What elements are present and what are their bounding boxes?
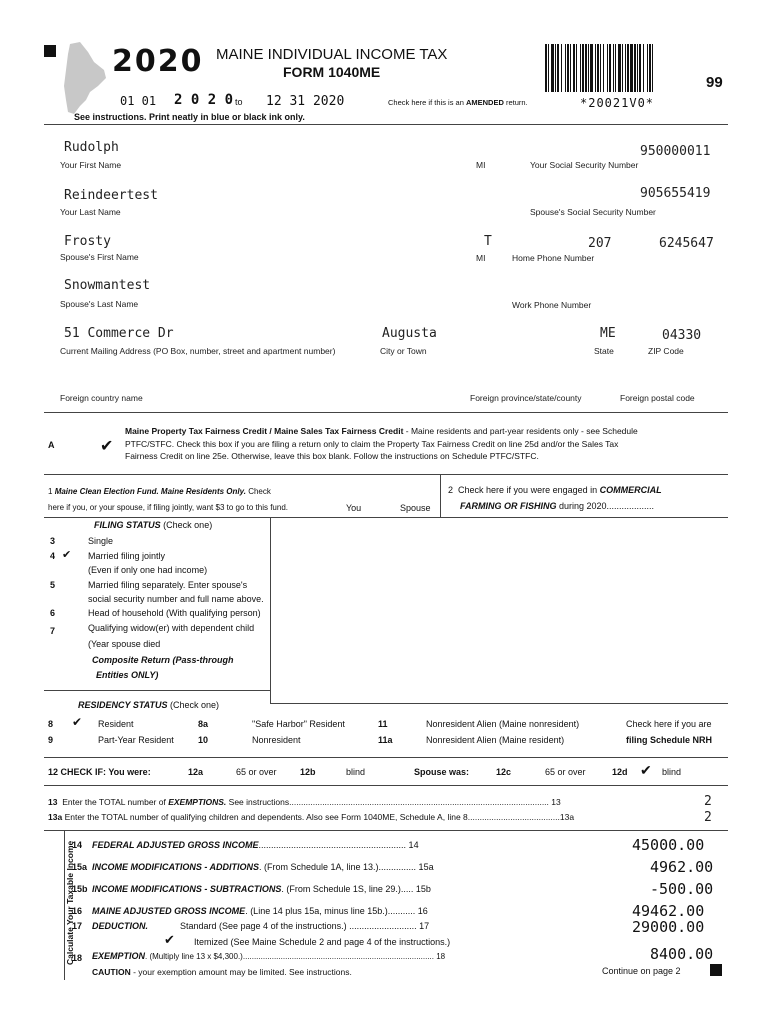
line-2-prefix: Check here if you were engaged in [458,485,600,495]
line-12a-num: 12a [188,767,204,777]
nrh-text-2[interactable]: filing Schedule NRH [626,735,713,745]
work-phone-label: Work Phone Number [512,300,592,310]
line-5-num: 5 [50,580,56,590]
section-rule-1 [44,474,728,475]
caution-bold: CAUTION [92,967,131,977]
phone-number-value[interactable]: 6245647 [659,236,714,251]
corner-square-bottom-icon [710,964,722,976]
filing-status-title [94,520,212,530]
line-15b-num: 15b [72,884,88,894]
line-12c-num: 12c [496,767,512,777]
line-1-text [48,487,271,496]
line-2-text-2[interactable] [460,501,654,511]
line-14-dots: ........................................................... 14 [258,840,419,850]
phone-area-value[interactable]: 207 [588,236,612,251]
line-a-text-1-rest: - Maine residents and part-year residents only - see Schedule [403,426,638,436]
line-4-sub: (Even if only one had income) [88,565,208,575]
line-14-text [92,840,419,850]
line-1-you[interactable]: You [346,503,362,513]
header-rule [44,124,728,125]
line-16-bold: MAINE ADJUSTED GROSS INCOME [92,906,246,916]
line-17-standard[interactable]: Standard (See page 4 of the instructions.) ........................... 17 [180,921,430,931]
line-15b-text [92,884,431,894]
line-4-checkmark-icon[interactable]: ✔ [62,549,72,561]
line-13-value[interactable]: 2 [704,794,712,809]
spouse-last-label: Spouse's Last Name [60,299,139,309]
form-number: FORM 1040ME [283,64,381,80]
continue-text: Continue on page 2 [602,966,681,976]
line-1-check-text: Check [245,487,271,496]
line-8a-text[interactable]: "Safe Harbor" Resident [252,719,345,729]
spouse-mi-label: MI [476,253,486,263]
line-15a-num: 15a [72,862,88,872]
line-15a-text [92,862,434,872]
zip-value[interactable]: 04330 [662,328,702,343]
line-12c-text[interactable]: 65 or over [545,767,586,777]
income-side-divider [64,830,65,980]
line-13a-num: 13a [48,812,63,822]
section-rule-residency [44,690,270,691]
home-phone-label: Home Phone Number [512,253,595,263]
page-code: 99 [706,74,723,91]
state-label: State [594,346,614,356]
ssn-value[interactable]: 950000011 [640,144,711,159]
line-3-num: 3 [50,536,56,546]
line-12b-text[interactable]: blind [346,767,366,777]
state-value[interactable]: ME [600,326,616,341]
line-18-rest: . (Multiply line 13 x $4,300.)...................................................................................... 18 [145,952,446,961]
composite-return-1[interactable]: Composite Return (Pass-through [92,655,234,665]
city-label: City or Town [380,346,427,356]
section-rule-a [44,412,728,413]
line-15a-rest: . (From Schedule 1A, line 13.)............... 15a [259,862,434,872]
line-14-bold: FEDERAL ADJUSTED GROSS INCOME [92,840,259,850]
line-a-letter: A [48,440,55,450]
line-12-spouse-label: Spouse was: [414,767,470,777]
spouse-first-label: Spouse's First Name [60,252,139,262]
ssn-label: Your Social Security Number [530,160,639,170]
period-year: 2 0 2 0 [174,92,234,108]
section-rule-income [44,830,728,831]
composite-return-2: Entities ONLY) [96,670,159,680]
line-18-text [92,951,445,961]
line-9-num: 9 [48,735,54,745]
line-7-text[interactable]: Qualifying widow(er) with dependent child [88,623,255,633]
filing-box-bottom [270,703,728,704]
line-12d-num: 12d [612,767,628,777]
line-13-prefix: Enter the TOTAL number of [62,797,169,807]
line-2-text [448,485,662,495]
line-2-bold: COMMERCIAL [599,485,662,495]
line-13a-text [48,812,574,822]
line-11-text[interactable]: Nonresident Alien (Maine nonresident) [426,719,580,729]
line-13a-desc: Enter the TOTAL number of qualifying children and dependents. Also see Form 1040ME, Schedule A, line 8.......................................13a [64,812,575,822]
line-a-checkmark-icon[interactable]: ✔ [100,438,114,455]
line-6-text[interactable]: Head of household (With qualifying person) [88,608,261,618]
line-17-itemized[interactable]: Itemized (See Maine Schedule 2 and page 4 of the instructions.) [194,937,451,947]
nrh-text-1: Check here if you are [626,719,712,729]
line-12d-checkmark-icon[interactable]: ✔ [640,762,652,778]
line-4-num: 4 [50,551,56,561]
line-14-value[interactable]: 45000.00 [632,836,705,854]
line-8-checkmark-icon[interactable]: ✔ [72,715,83,729]
line-4-text[interactable]: Married filing jointly [88,551,166,561]
last-name-label: Your Last Name [60,207,121,217]
first-name-label: Your First Name [60,160,122,170]
form-code: *20021V0* [580,96,655,110]
line-3-text[interactable]: Single [88,536,114,546]
line-13-bold: EXEMPTIONS. [168,797,227,807]
line-15b-value[interactable]: -500.00 [650,880,714,898]
last-name-value[interactable]: Reindeertest [64,188,158,203]
line-1-bold: Maine Clean Election Fund. Maine Residents Only. [54,487,246,496]
line-14-num: 14 [72,840,83,850]
line-16-value[interactable]: 49462.00 [632,902,705,920]
line-7-sub: (Year spouse died [88,639,161,649]
line-1-2-divider [440,475,441,517]
line-16-rest: . (Line 14 plus 15a, minus line 15b.)........... 16 [245,906,428,916]
line-18-bold: EXEMPTION [92,951,146,961]
line-2-bold-2: FARMING OR FISHING [460,501,557,511]
period-start: 01 01 [120,94,157,108]
line-1-text-2: here if you, or your spouse, if filing jointly, want $3 to go to this fund. [48,503,288,512]
line-13-num: 13 [48,797,58,807]
line-6-num: 6 [50,608,56,618]
spouse-ssn-label: Spouse's Social Security Number [530,207,656,217]
filing-status-note: (Check one) [160,520,213,530]
section-rule-12 [44,757,728,758]
filing-box-right [270,518,271,704]
income-side-label: Calculate Your Taxable Income [65,840,75,965]
line-8-text[interactable]: Resident [98,719,134,729]
amended-label: Check here if this is an AMENDED return. [388,98,528,107]
first-name-value[interactable]: Rudolph [64,140,119,155]
line-13-suffix: See instructions.............................................................................................................. 13 [226,797,561,807]
line-15b-rest: . (From Schedule 1S, line 29.)..... 15b [281,884,431,894]
line-a-text-3: Fairness Credit on line 25e. Otherwise, leave this box blank. Follow the instructions on Schedule PTFC/STFC. [125,451,539,461]
period-end: 12 31 2020 [266,94,345,109]
line-18-value[interactable]: 8400.00 [650,945,714,963]
line-8-num: 8 [48,719,54,729]
address-label: Current Mailing Address (PO Box, number, street and apartment number) [60,346,336,356]
line-8a-num: 8a [198,719,209,729]
spouse-ssn-value[interactable]: 905655419 [640,186,711,201]
spouse-last-value[interactable]: Snowmantest [64,278,151,293]
line-10-text[interactable]: Nonresident [252,735,301,745]
line-11-num: 11 [378,719,388,729]
form-year: 2020 [112,44,204,79]
line-11a-text[interactable]: Nonresident Alien (Maine resident) [426,735,565,745]
residency-title [78,700,219,710]
line-12b-num: 12b [300,767,316,777]
line-a-bold: Maine Property Tax Fairness Credit / Maine Sales Tax Fairness Credit [125,426,404,436]
line-a-text-1 [125,426,638,436]
line-15b-bold: INCOME MODIFICATIONS - SUBTRACTIONS [92,884,282,894]
caution-text [92,967,352,977]
line-17-bold: DEDUCTION. [92,921,148,931]
caution-rest: - your exemption amount may be limited. See instructions. [130,967,352,977]
line-16-text [92,906,428,916]
instructions-line: See instructions. Print neatly in blue or black ink only. [74,112,305,122]
line-13-text [48,797,561,807]
foreign-province-label: Foreign province/state/county [470,393,582,403]
filing-status-heading: FILING STATUS [94,520,161,530]
line-15a-value[interactable]: 4962.00 [650,858,714,876]
line-5-sub: social security number and full name above. [88,594,264,604]
foreign-country-label: Foreign country name [60,393,143,403]
line-11a-num: 11a [378,735,393,745]
period-to: to [235,97,243,107]
line-2-suffix: during 2020................... [556,501,655,511]
line-13a-value[interactable]: 2 [704,810,712,825]
line-a-text-2: PTFC/STFC. Check this box if you are filing a return only to claim the Property Tax Fairness Credit on line 25d and/or the Sales Tax [125,439,619,449]
line-9-text[interactable]: Part-Year Resident [98,735,174,745]
spouse-mi-value[interactable]: T [484,234,492,249]
line-18-num: 18 [72,953,83,963]
maine-map-icon [60,42,108,116]
line-1-spouse[interactable]: Spouse [400,503,431,513]
line-17-checkmark-icon[interactable]: ✔ [164,932,175,947]
residency-note: (Check one) [167,700,220,710]
zip-label: ZIP Code [648,346,684,356]
line-2-num: 2 [448,485,454,495]
line-16-num: 16 [72,906,83,916]
address-value[interactable]: 51 Commerce Dr [64,326,174,341]
foreign-postal-label: Foreign postal code [620,393,695,403]
line-17-value[interactable]: 29000.00 [632,918,705,936]
line-7-num: 7 [50,626,56,636]
line-1-num: 1 [48,487,53,496]
form-title: MAINE INDIVIDUAL INCOME TAX [216,46,448,63]
barcode [545,44,703,92]
line-10-num: 10 [198,735,209,745]
spouse-first-value[interactable]: Frosty [64,234,111,249]
line-5-text[interactable]: Married filing separately. Enter spouse's [88,580,248,590]
corner-square-icon [44,45,56,57]
line-15a-bold: INCOME MODIFICATIONS - ADDITIONS [92,862,259,872]
line-12-label: 12 CHECK IF: You were: [48,767,151,777]
section-rule-13 [44,785,728,786]
residency-heading: RESIDENCY STATUS [78,700,168,710]
mi-label: MI [476,160,486,170]
city-value[interactable]: Augusta [382,326,437,341]
section-rule-filing [44,517,728,518]
line-12a-text[interactable]: 65 or over [236,767,277,777]
line-12d-text[interactable]: blind [662,767,682,777]
line-17-num: 17 [72,921,83,931]
